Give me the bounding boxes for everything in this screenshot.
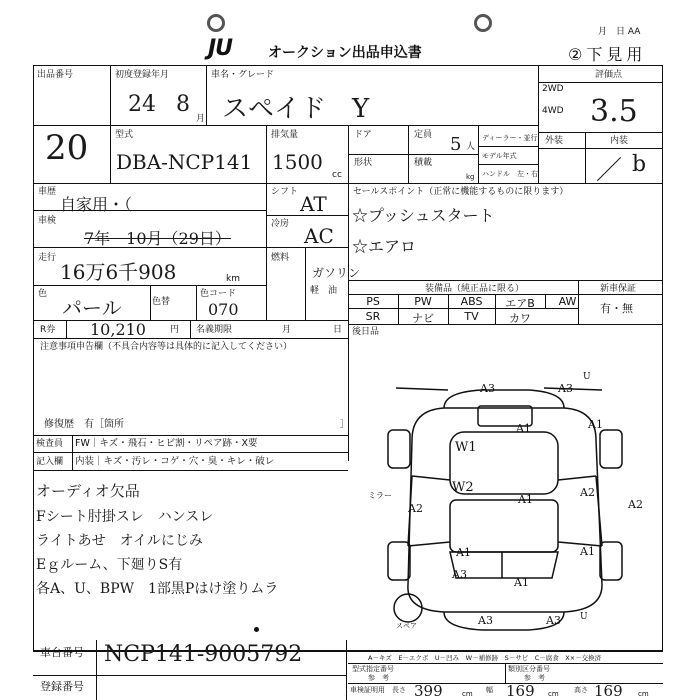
equipment-8: カワ <box>509 312 531 325</box>
repair-close: ］ <box>340 420 350 430</box>
reg-label: 登録番号 <box>40 680 84 693</box>
equipment-1: PW <box>414 295 432 308</box>
diag-a1-hood-left: A1 <box>516 422 531 435</box>
diag-a3-top-left: A3 <box>480 382 495 395</box>
legend: A－キズ E－エクボ U－凹み W－補修跡 S－サビ C－腐食 X×－交換済 <box>368 654 602 662</box>
capacity-value: 5 <box>450 134 462 155</box>
doc-type: ②下見用 <box>568 45 647 64</box>
equipment-2: ABS <box>460 295 483 308</box>
body-type-label: 車歴 <box>38 187 57 197</box>
dot-mark <box>254 627 259 632</box>
car-name-label: 車名・グレード <box>211 70 275 80</box>
note-4: Eｇルーム、下廻りS有 <box>36 557 183 573</box>
diag-a1-roof: A1 <box>518 493 533 506</box>
length-value: 399 <box>414 682 443 700</box>
rating-label: 評価点 <box>595 70 623 80</box>
capacity-label: 定員 <box>414 130 433 140</box>
diag-a3-top-right: A3 <box>558 382 573 395</box>
month-value: 8 <box>176 92 190 117</box>
door-label: ドア <box>354 130 372 140</box>
ju-logo: JU <box>208 36 233 61</box>
width-cm: cm <box>548 690 559 698</box>
color-code-label: 色コード <box>200 289 237 299</box>
length-label: 長さ <box>392 686 406 694</box>
car-diagram <box>352 370 658 640</box>
fw-row: FW｜キズ・飛石・ヒビ割・リペア跡・X要 <box>75 438 258 449</box>
handle-label: ハンドル 左・右 <box>482 170 538 178</box>
name-change-month: 月 <box>282 325 292 335</box>
interior-row: 内装｜キズ・汚レ・コゲ・穴・臭・キレ・破レ <box>75 456 275 467</box>
note-3: ライトあせ オイルにじみ <box>36 533 203 549</box>
later-date-label: 後日品 <box>352 327 380 337</box>
drive-4wd-label: 4WD <box>542 106 564 116</box>
lot-value: 20 <box>45 128 89 168</box>
first-reg-label: 初度登録年月 <box>115 70 170 80</box>
shape-label: 形状 <box>354 158 373 168</box>
exterior-value: ／ <box>596 156 623 186</box>
equipment-3: エアB <box>505 297 535 310</box>
type-designation-label: 型式指定番号 <box>352 665 394 673</box>
color-value: パール <box>62 296 122 320</box>
spare-label: スペア <box>396 622 417 630</box>
recycle-value: 10,210 <box>90 320 146 339</box>
diag-u-top-right: U <box>583 372 591 382</box>
fuel-value: ガソリン <box>312 266 361 280</box>
recycle-unit: 円 <box>170 325 180 335</box>
color-code-value: 070 <box>208 300 239 319</box>
interior-label: 内装 <box>610 136 629 146</box>
model-value: DBA-NCP141 <box>116 150 253 174</box>
height-cm: cm <box>638 690 649 698</box>
diag-a1-door-right: A1 <box>580 545 595 558</box>
color-change-label: 色替 <box>152 297 171 307</box>
aircon-label: 冷房 <box>271 219 290 229</box>
sales-point-2: ☆エアロ <box>352 237 417 256</box>
inspection-value: 7年 10月（29日） <box>84 229 231 248</box>
model-label: 型式 <box>115 130 134 140</box>
diag-a2-right-lower: A2 <box>628 498 643 511</box>
diag-mirror: ミラー <box>368 491 392 500</box>
displacement-label: 排気量 <box>271 130 299 140</box>
diag-w1: W1 <box>455 440 477 455</box>
equipment-6: ナビ <box>412 312 434 325</box>
equipment-5: SR <box>365 310 381 323</box>
inspector-label: 検査員 <box>36 439 64 449</box>
year-value: 24 <box>128 92 156 117</box>
width-value: 169 <box>506 682 535 700</box>
km-unit: km <box>226 274 240 284</box>
fuel-options: 軽 油 <box>310 286 338 296</box>
color-label: 色 <box>38 289 48 299</box>
model-year-label: モデル年式 <box>482 152 517 160</box>
interior-value: b <box>632 152 647 177</box>
inspection-label: 車検 <box>38 216 57 226</box>
rating-value: 3.5 <box>590 94 638 129</box>
usage-value: 自家用・（ <box>60 195 133 214</box>
mileage-value: 16万6千908 <box>60 260 177 284</box>
note-2: Fシート肘掛スレ ハンスレ <box>36 509 214 525</box>
recycle-label: R券 <box>40 325 56 335</box>
diag-w2: W2 <box>452 480 474 495</box>
note-1: オーディオ欠品 <box>36 482 140 500</box>
drive-2wd-label: 2WD <box>542 84 564 94</box>
diag-a1-door-left: A1 <box>456 546 471 559</box>
type-designation-ref: 参 考 <box>368 674 389 682</box>
kg-unit: kg <box>466 173 475 181</box>
cc-unit: cc <box>332 170 342 180</box>
chassis-label: 車台番号 <box>40 646 84 659</box>
equipment-4: AW <box>558 295 577 308</box>
diag-a3-bottom-left: A3 <box>478 614 493 627</box>
diag-a2-right-upper: A2 <box>580 486 595 499</box>
shift-label: シフト <box>271 187 299 197</box>
aircon-value: AC <box>304 224 334 248</box>
exterior-label: 外装 <box>545 136 564 146</box>
length-cm: cm <box>462 690 473 698</box>
month-day-aa: 月 日 AA <box>598 27 641 37</box>
month-unit: 月 <box>196 114 206 124</box>
mileage-label: 走行 <box>38 253 57 263</box>
lot-number-label: 出品番号 <box>37 70 74 80</box>
classification-label: 類別区分番号 <box>508 665 550 673</box>
load-label: 積載 <box>414 158 433 168</box>
diag-a1-trunk: A1 <box>514 576 529 589</box>
dealer-label: ディーラー・並行 <box>482 134 538 142</box>
sales-points-label: セールスポイント（正常に機能するものに限ります） <box>353 187 569 197</box>
height-label: 高さ <box>574 686 588 694</box>
vehicle-cert-label: 車検証明用 <box>350 686 385 694</box>
equipment-7: TV <box>464 310 479 323</box>
car-name-value: スペイド Y <box>222 94 370 124</box>
diag-a2-left: A2 <box>408 502 423 515</box>
form-title: オークション出品申込書 <box>268 45 422 61</box>
note-5: 各A、U、BPW 1部黒Pはけ塗りムラ <box>36 581 279 597</box>
recorder-label: 記入欄 <box>36 457 64 467</box>
warranty-value: 有・無 <box>600 302 633 315</box>
diag-a3-bottom-right: A3 <box>546 614 561 627</box>
notes-header: 注意事項申告欄（不具合内容等は具体的に記入してください） <box>40 342 293 352</box>
equipment-title: 装備品（純正品に限る） <box>425 284 525 294</box>
sales-point-1: ☆プッシュスタート <box>352 206 495 225</box>
equipment-0: PS <box>366 295 380 308</box>
punch-hole-right <box>474 14 492 32</box>
height-value: 169 <box>594 682 623 700</box>
punch-hole-left <box>207 14 225 32</box>
capacity-unit: 人 <box>466 142 476 152</box>
cc-value: 1500 <box>272 150 323 174</box>
repair-history-label: 修復歴 有［箇所 <box>44 419 124 430</box>
diag-a3-rear-left: A3 <box>452 568 467 581</box>
chassis-value: NCP141-9005792 <box>104 642 303 667</box>
warranty-label: 新車保証 <box>600 284 637 294</box>
diag-a1-hood-right: A1 <box>588 418 603 431</box>
fuel-label: 燃料 <box>271 253 290 263</box>
shift-value: AT <box>300 192 327 216</box>
name-change-label: 名義期限 <box>196 325 233 335</box>
width-label: 幅 <box>486 686 493 694</box>
classification-ref: 参 考 <box>524 674 545 682</box>
diag-u-bottom: U <box>580 612 588 622</box>
name-change-day: 日 <box>333 325 343 335</box>
